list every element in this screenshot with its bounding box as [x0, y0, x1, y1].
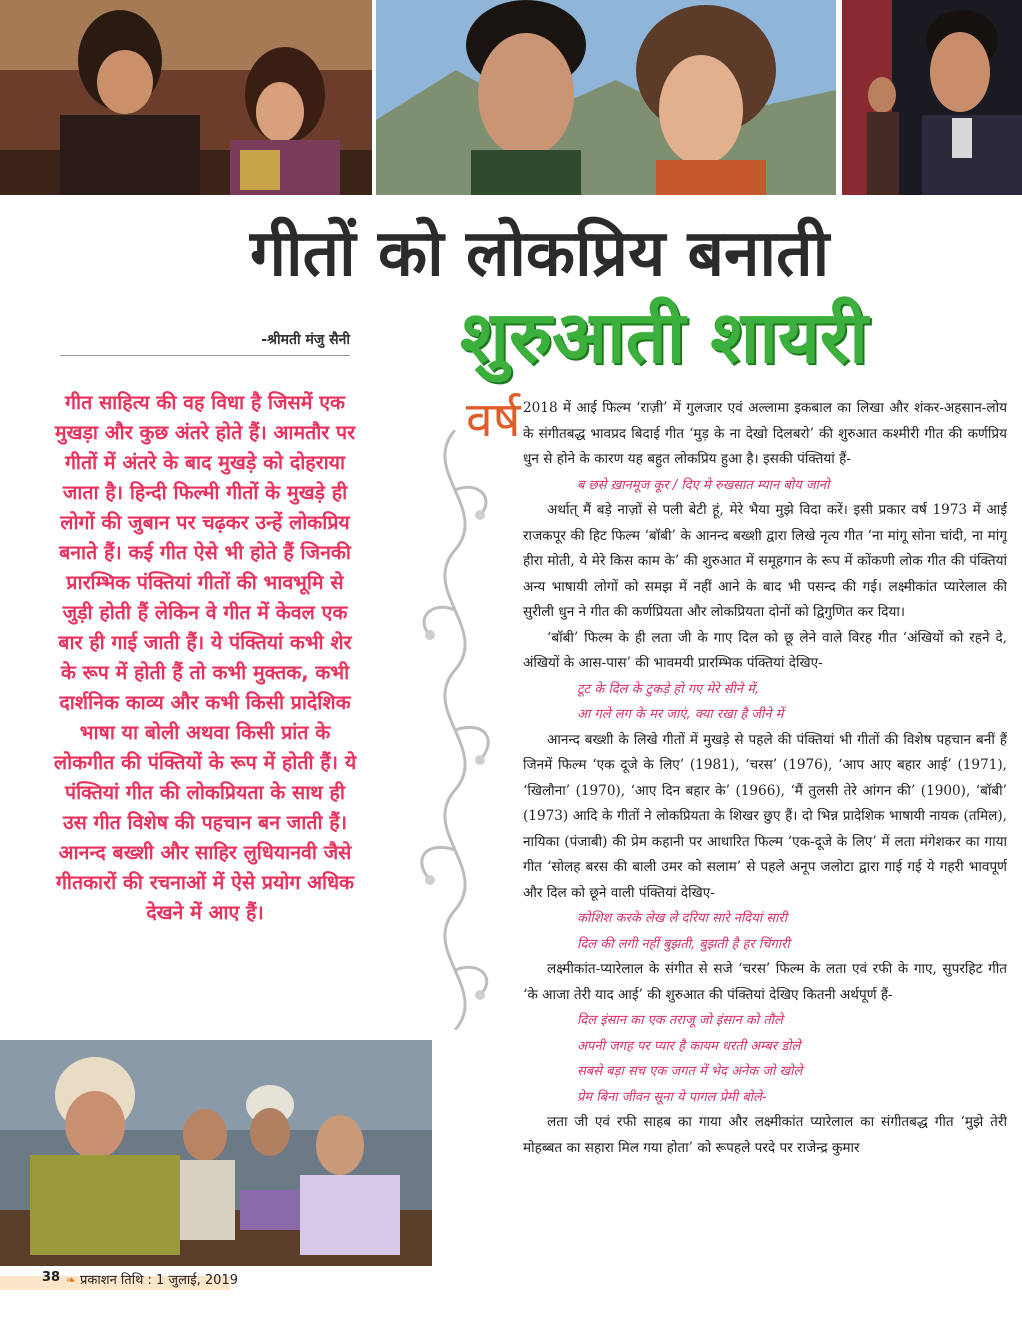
paragraph: लता जी एवं रफी साहब का गाया और लक्ष्मीकांत प्यारेलाल का संगीतबद्ध गीत ‘मुझे तेरी मोहब्बत का सहारा मिल गया होता’ को रूपहले परदे पर राजेन्द्र कुमार	[523, 1114, 1007, 1156]
decorative-swirl-icon	[410, 430, 500, 1030]
verse-line: टूट के दिल के टुकड़े हो गए मेरे सीने में,	[577, 681, 759, 697]
film-still-man-icon	[842, 0, 1022, 195]
film-still-mountain-couple-icon	[376, 0, 836, 195]
verse-line: दिल की लगी नहीं बुझती, बुझती है हर चिंगारी	[577, 936, 790, 952]
paragraph: अर्थात् मैं बड़े नाज़ों से पली बेटी हूं, मेरे भैया मुझे विदा करें। इसी प्रकार वर्ष 1973 में आई राजकपूर की हिट फिल्म ‘बॉबी’ के आनन्द बख्शी द्वारा लिखे नृत्य गीत ‘ना मांगू सोना चांदी, ना मांगू हीरा मोती, ये मेरे किस काम के’ की शुरुआत में समूहगान के रूप में कोंकणी लोक गीत की पंक्तियां अन्य भाषायी लोगों को समझ में नहीं आने के बाद भी पसन्द की गई। लक्ष्मीकांत प्यारेलाल की सुरीली धुन ने गीत की कर्णप्रियता और लोकप्रियता दोनों को द्विगुणित कर दिया।	[523, 502, 1007, 620]
intro-text: गीत साहित्य की वह विधा है जिसमें एक मुखड़ा और कुछ अंतरे होते हैं। आमतौर पर गीतों में अंतरे के बाद मुखड़े को दोहराया जाता है। हिन्दी फिल्मी गीतों के मुखड़े ही लोगों की जुबान पर चढ़कर उन्हें लोकप्रिय बनाते हैं। कई गीत ऐसे भी होते हैं जिनकी प्रारम्भिक पंक्तियां गीतों की भावभूमि से जुड़ी होती हैं लेकिन वे गीत में केवल एक बार ही गाई जाती हैं। ये पंक्तियां कभी शेर के रूप में होती हैं तो कभी मुक्तक, कभी दार्शनिक काव्य और कभी किसी प्रादेशिक भाषा या बोली अथवा किसी प्रांत के लोकगीत की पंक्तियों के रूप में होती हैं। ये पंक्तियां गीत की लोकप्रियता के साथ ही उस गीत विशेष की पहचान बन जाती हैं। आनन्द बख्शी और साहिर लुधियानवी जैसे गीतकारों की रचनाओं में ऐसे प्रयोग अधिक देखने में आए हैं।	[53, 391, 357, 924]
verse-line: दिल इंसान का एक तराजू जो इंसान को तौले	[577, 1013, 783, 1028]
verse-line: आ गले लग के मर जाएं, क्या रखा है जीने में	[577, 707, 784, 722]
paragraph: आनन्द बख्शी के लिखे गीतों में मुखड़े से पहले की पंक्तियां भी गीतों की विशेष पहचान बनीं हैं जिनमें फिल्म ‘एक दूजे के लिए’ (1981), ‘चरस’ (1976), ‘आप आए बहार आई’ (1971), ‘खिलौना’ (1970), ‘आए दिन बहार के’ (1966), ‘मैं तुलसी तेरे आंगन की’ (1900), ‘बॉबी’ (1973) आदि के गीतों ने लोकप्रियता के शिखर छुए हैं। दो भिन्न प्रादेशिक भाषायी नायक (तमिल), नायिका (पंजाबी) की प्रेम कहानी पर आधारित फिल्म ‘एक-दूजे के लिए’ में लता मंगेशकर का गाया गीत ‘सोलह बरस की बाली उमर को सलाम’ से पहले अनूप जलोटा द्वारा गाई गई ये गहरी भावपूर्ण और दिल को छूने वाली पंक्तियां देखिए-	[523, 731, 1007, 901]
verse-line: सबसे बड़ा सच एक जगत में भेद अनेक जो खोले	[577, 1064, 803, 1079]
verse-line: अपनी जगह पर प्यार है कायम धरती अम्बर डोले	[577, 1038, 801, 1054]
verse-line: कोशिश करके लेख ले दरिया सारे नदियां सारी	[577, 911, 788, 926]
film-still-qawwali-icon	[0, 1040, 432, 1266]
page-footer	[0, 1270, 1022, 1294]
film-still-couple-icon	[0, 0, 372, 195]
paragraph: ‘बॉबी’ फिल्म के ही लता जी के गाए दिल को छू लेने वाले विरह गीत ‘अंखियों को रहने दे, अंखियों के आस-पास’ की भावमयी प्रारम्भिक पंक्तियां देखिए-	[523, 629, 1007, 671]
drop-cap: वर्ष	[466, 392, 521, 448]
paragraph: 2018 में आई फिल्म ‘राज़ी’ में गुलजार एवं अल्लामा इकबाल का लिखा और शंकर-अहसान-लोय के संगीतबद्ध भावप्रद बिदाई गीत ‘मुड़ के ना देखो दिलबरो’ की शुरुआत कश्मीरी गीत की कर्णप्रिय धुन से होने के कारण यह बहुत लोकप्रिय हुआ है। इसकी पंक्तियां हैं-	[523, 400, 1007, 467]
article-title-line-2: शुरुआती शायरी	[460, 295, 868, 379]
leaf-icon: ❧	[66, 1273, 77, 1287]
article-body	[523, 396, 1007, 1266]
article-title-line-1: गीतों को लोकप्रिय बनाती	[250, 217, 830, 291]
verse-line: प्रेम बिना जीवन सूना ये पागल प्रेमी बोले-	[577, 1089, 767, 1105]
verse-line: ब छसे ख़ानमूज कूर / दिए मे रुखसात म्यान बोय जानो	[577, 477, 830, 493]
publication-date: प्रकाशन तिथि : 1 जुलाई, 2019	[80, 1273, 238, 1288]
author-byline: -श्रीमती मंजु सैनी	[60, 330, 350, 356]
page-number: 38	[42, 1270, 61, 1285]
paragraph: लक्ष्मीकांत-प्यारेलाल के संगीत से सजे ‘चरस’ फिल्म के लता एवं रफी के गाए, सुपरहिट गीत ‘के आजा तेरी याद आई’ की शुरुआत की पंक्तियां देखिए कितनी अर्थपूर्ण हैं-	[523, 961, 1007, 1003]
